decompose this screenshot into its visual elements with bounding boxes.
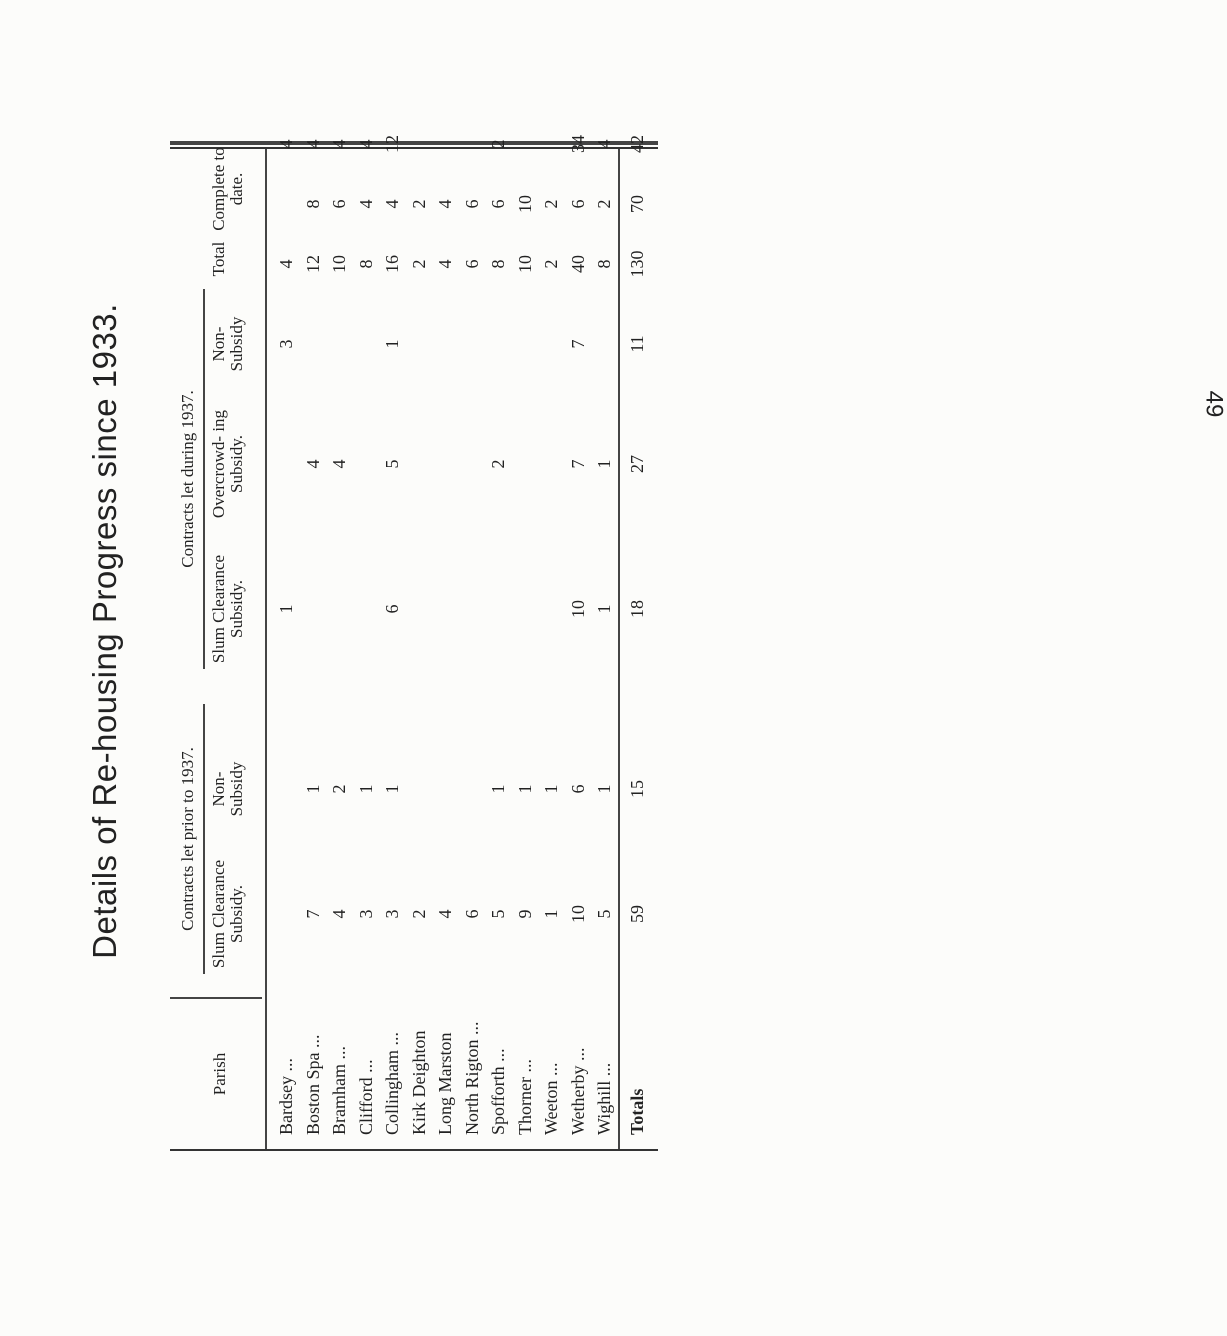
group-header-during: Contracts let during 1937. [178,390,197,568]
table-row [431,149,458,1149]
cell-slum-prior: 3 [355,909,376,919]
totals-row [623,135,650,1149]
group-header-prior: Contracts let prior to 1937. [178,747,197,931]
page-number: 49 [1200,390,1227,418]
cell-complete: 6 [488,199,508,209]
cell-over-during: 4 [302,459,323,469]
cell-slum-prior: 4 [329,909,349,919]
cell-course: 2 [488,139,508,149]
cell-complete: 4 [355,199,376,209]
parish-name: Long Marston [435,1032,455,1135]
group-rule-prior [203,704,205,974]
cell-non-prior: 1 [514,784,535,794]
cell-total: 8 [594,259,614,269]
totals-label: Totals [627,1088,647,1135]
table-row [511,149,538,1149]
cell-complete: 10 [514,195,535,213]
cell-non-prior: 1 [302,784,323,794]
parish-name: Boston Spa ... [302,1034,323,1135]
cell-total: 40 [567,255,588,273]
subhead-non-during: Non- Subsidy [209,316,246,372]
group-rule-during [203,289,205,669]
cell-slum-prior: 10 [567,905,588,923]
cell-slum-during: 1 [276,604,296,614]
table-row [537,149,564,1149]
total-slum-prior: 59 [627,905,647,923]
cell-non-prior: 2 [329,784,349,794]
parish-name: Bramham ... [329,1046,349,1135]
cell-complete: 8 [302,199,323,209]
cell-over-during: 1 [594,459,614,469]
totals-rule [618,149,620,1149]
subhead-non-prior: Non- Subsidy [209,761,246,817]
parish-name: Clifford ... [355,1059,376,1135]
cell-total: 8 [355,259,376,269]
subhead-complete: Complete to date. [209,147,246,231]
header-divider [170,997,262,999]
cell-non-during: 1 [382,339,402,349]
cell-non-prior: 1 [355,784,376,794]
table-row [325,139,352,1149]
parish-name: Weeton ... [541,1062,561,1135]
cell-total: 2 [541,259,561,269]
cell-complete: 4 [382,199,402,209]
cell-total: 2 [408,259,429,269]
cell-slum-prior: 5 [488,909,508,919]
cell-slum-prior: 9 [514,909,535,919]
cell-course: 4 [329,139,349,149]
total-non-prior: 15 [627,780,647,798]
cell-non-prior: 1 [541,784,561,794]
total-non-during: 11 [627,335,647,353]
table-row [299,139,326,1149]
cell-total: 10 [329,255,349,273]
table-row [458,149,485,1149]
cell-non-during: 3 [276,339,296,349]
cell-course: 4 [302,139,323,149]
cell-total: 16 [382,255,402,273]
cell-non-prior: 1 [488,784,508,794]
cell-slum-prior: 5 [594,909,614,919]
table-row [484,139,511,1149]
cell-total: 6 [461,259,482,269]
parish-name: Bardsey ... [276,1058,296,1135]
cell-non-during: 7 [567,339,588,349]
table-row [378,135,405,1149]
total-total: 130 [627,250,647,278]
cell-slum-prior: 3 [382,909,402,919]
cell-slum-during: 10 [567,600,588,618]
parish-name: North Rigton ... [461,1021,482,1135]
subhead-total: Total [209,241,228,277]
cell-complete: 2 [594,199,614,209]
cell-over-during: 4 [329,459,349,469]
cell-slum-during: 6 [382,604,402,614]
total-complete: 70 [627,195,647,213]
cell-total: 4 [276,259,296,269]
parish-name: Spofforth ... [488,1048,508,1135]
cell-non-prior: 1 [594,784,614,794]
cell-non-prior: 1 [382,784,402,794]
cell-complete: 6 [461,199,482,209]
cell-slum-during: 1 [594,604,614,614]
table-row [272,139,299,1149]
table-row [352,139,379,1149]
cell-over-during: 5 [382,459,402,469]
subhead-slum-during: Slum Clearance Subsidy. [209,554,246,664]
progress-table [170,135,658,1151]
table-row [405,149,432,1149]
subhead-over-during: Overcrowd- ing Subsidy. [209,409,246,519]
cell-total: 10 [514,255,535,273]
cell-course: 4 [276,139,296,149]
cell-slum-prior: 6 [461,909,482,919]
cell-course: 4 [594,139,614,149]
header-bottom-rule [265,149,267,1149]
total-course: 42 [627,135,647,153]
cell-slum-prior: 7 [302,909,323,919]
total-slum-during: 18 [627,600,647,618]
cell-course: 12 [382,135,402,153]
page-title: Details of Re-housing Progress since 1933. [86,303,123,959]
parish-name: Thorner ... [514,1059,535,1135]
cell-slum-prior: 2 [408,909,429,919]
parish-header: Parish [210,1052,229,1096]
cell-over-during: 7 [567,459,588,469]
parish-name: Kirk Deighton [408,1030,429,1135]
cell-total: 8 [488,259,508,269]
cell-slum-prior: 1 [541,909,561,919]
table-row [564,135,591,1149]
subhead-slum-prior: Slum Clearance Subsidy. [209,859,246,969]
cell-complete: 2 [408,199,429,209]
table-row [590,139,617,1149]
parish-name: Wighill ... [594,1062,614,1135]
parish-name: Collingham ... [382,1032,402,1135]
cell-complete: 2 [541,199,561,209]
cell-total: 4 [435,259,455,269]
cell-complete: 4 [435,199,455,209]
cell-slum-prior: 4 [435,909,455,919]
parish-name: Wetherby ... [567,1047,588,1135]
cell-course: 4 [355,139,376,149]
cell-course: 34 [567,135,588,153]
cell-non-prior: 6 [567,784,588,794]
cell-complete: 6 [329,199,349,209]
total-over-during: 27 [627,455,647,473]
cell-total: 12 [302,255,323,273]
cell-complete: 6 [567,199,588,209]
cell-over-during: 2 [488,459,508,469]
